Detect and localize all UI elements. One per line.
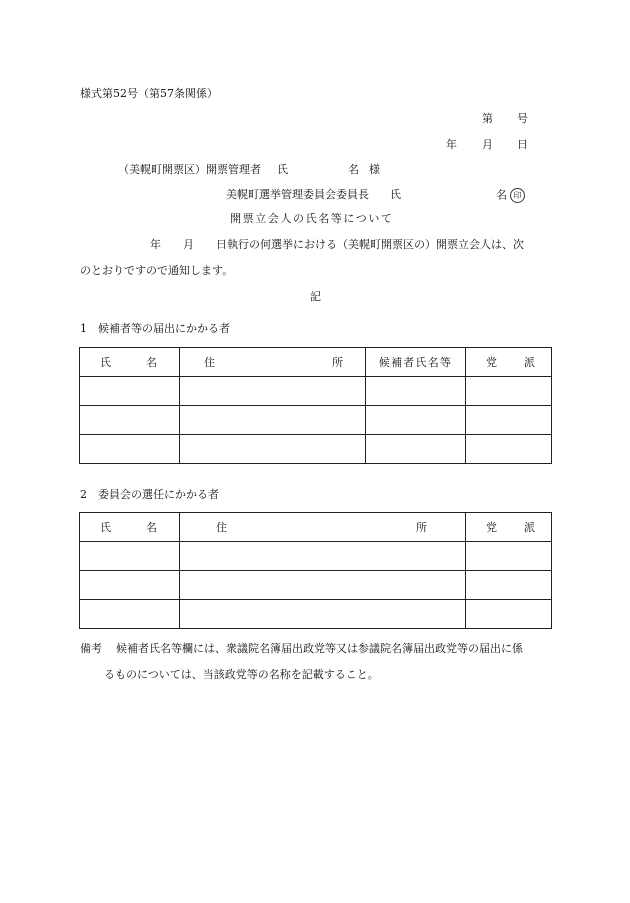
table-row	[80, 542, 552, 571]
table-cell[interactable]	[466, 435, 552, 464]
section1-header-addr-b: 所	[332, 356, 343, 369]
section2-header-name	[80, 513, 180, 542]
sender-mei-text: 名	[496, 188, 507, 202]
table-cell[interactable]	[366, 406, 466, 435]
table-row	[80, 406, 552, 435]
table-cell[interactable]	[366, 377, 466, 406]
section1-header-address	[180, 348, 366, 377]
section2-header-addr-a: 住	[216, 521, 227, 534]
doc-number-dai: 第	[482, 112, 493, 125]
date-month: 月	[482, 138, 493, 151]
table-cell[interactable]	[466, 406, 552, 435]
body-line-2: のとおりですので通知します。	[80, 264, 234, 277]
section2-header-name-a: 氏	[100, 521, 111, 534]
sender-mei	[496, 188, 525, 203]
section1-header-name-b: 名	[146, 356, 157, 369]
table-cell[interactable]	[80, 542, 180, 571]
table-cell[interactable]	[466, 377, 552, 406]
section2-table	[79, 512, 552, 629]
section1-header-party	[466, 348, 552, 377]
table-cell[interactable]	[180, 571, 466, 600]
table-cell[interactable]	[80, 435, 180, 464]
table-cell[interactable]	[80, 377, 180, 406]
section2-header-addr-b: 所	[416, 521, 427, 534]
table-cell[interactable]	[466, 542, 552, 571]
table-cell[interactable]	[466, 571, 552, 600]
table-cell[interactable]	[80, 406, 180, 435]
section1-header-party-b: 派	[524, 356, 535, 369]
section2-header-address	[180, 513, 466, 542]
note-label: 備考	[80, 642, 102, 655]
section1-header-name-a: 氏	[100, 356, 111, 369]
section1-header-candidate-text: 候補者氏名等	[378, 356, 453, 369]
addressee-sama: 様	[369, 163, 380, 176]
ki-marker: 記	[310, 290, 321, 303]
date-year: 年	[446, 138, 457, 151]
form-number: 様式第52号（第57条関係）	[80, 87, 218, 100]
section1-header-name	[80, 348, 180, 377]
section1-header-addr-a: 住	[204, 356, 215, 369]
table-cell[interactable]	[180, 435, 366, 464]
section2-header-party	[466, 513, 552, 542]
section2-header-name-b: 名	[146, 521, 157, 534]
table-cell[interactable]	[180, 377, 366, 406]
section1-header-row	[80, 348, 552, 377]
table-cell[interactable]	[366, 435, 466, 464]
table-row	[80, 600, 552, 629]
table-row	[80, 571, 552, 600]
table-cell[interactable]	[80, 571, 180, 600]
table-cell[interactable]	[80, 600, 180, 629]
table-row	[80, 377, 552, 406]
body-line-1: 年 月 日執行の何選挙における（美幌町開票区の）開票立会人は、次	[150, 238, 524, 251]
date-day: 日	[517, 138, 528, 151]
addressee-shi: 氏	[277, 163, 288, 176]
note-line-1: 候補者氏名等欄には、衆議院名簿届出政党等又は参議院名簿届出政党等の届出に係	[116, 642, 523, 655]
table-cell[interactable]	[180, 406, 366, 435]
table-cell[interactable]	[180, 542, 466, 571]
section1-heading: 1 候補者等の届出にかかる者	[80, 322, 230, 335]
subject-title: 開票立会人の氏名等について	[230, 212, 394, 225]
note-line-2: るものについては、当該政党等の名称を記載すること。	[104, 668, 379, 681]
section2-header-party-a: 党	[486, 521, 497, 534]
sender-shi: 氏	[390, 188, 401, 201]
table-row	[80, 435, 552, 464]
sender-title: 美幌町選挙管理委員会委員長	[226, 188, 369, 201]
doc-number-go: 号	[517, 112, 528, 125]
table-cell[interactable]	[466, 600, 552, 629]
section1-header-party-a: 党	[486, 356, 497, 369]
table-cell[interactable]	[180, 600, 466, 629]
section2-heading: 2 委員会の選任にかかる者	[80, 488, 219, 501]
section2-header-row	[80, 513, 552, 542]
seal-mark: 印	[510, 188, 525, 203]
section2-header-party-b: 派	[524, 521, 535, 534]
section1-header-candidate	[366, 348, 466, 377]
addressee-mei: 名	[348, 163, 359, 176]
addressee-org: （美幌町開票区）開票管理者	[118, 163, 261, 176]
section1-table	[79, 347, 552, 464]
